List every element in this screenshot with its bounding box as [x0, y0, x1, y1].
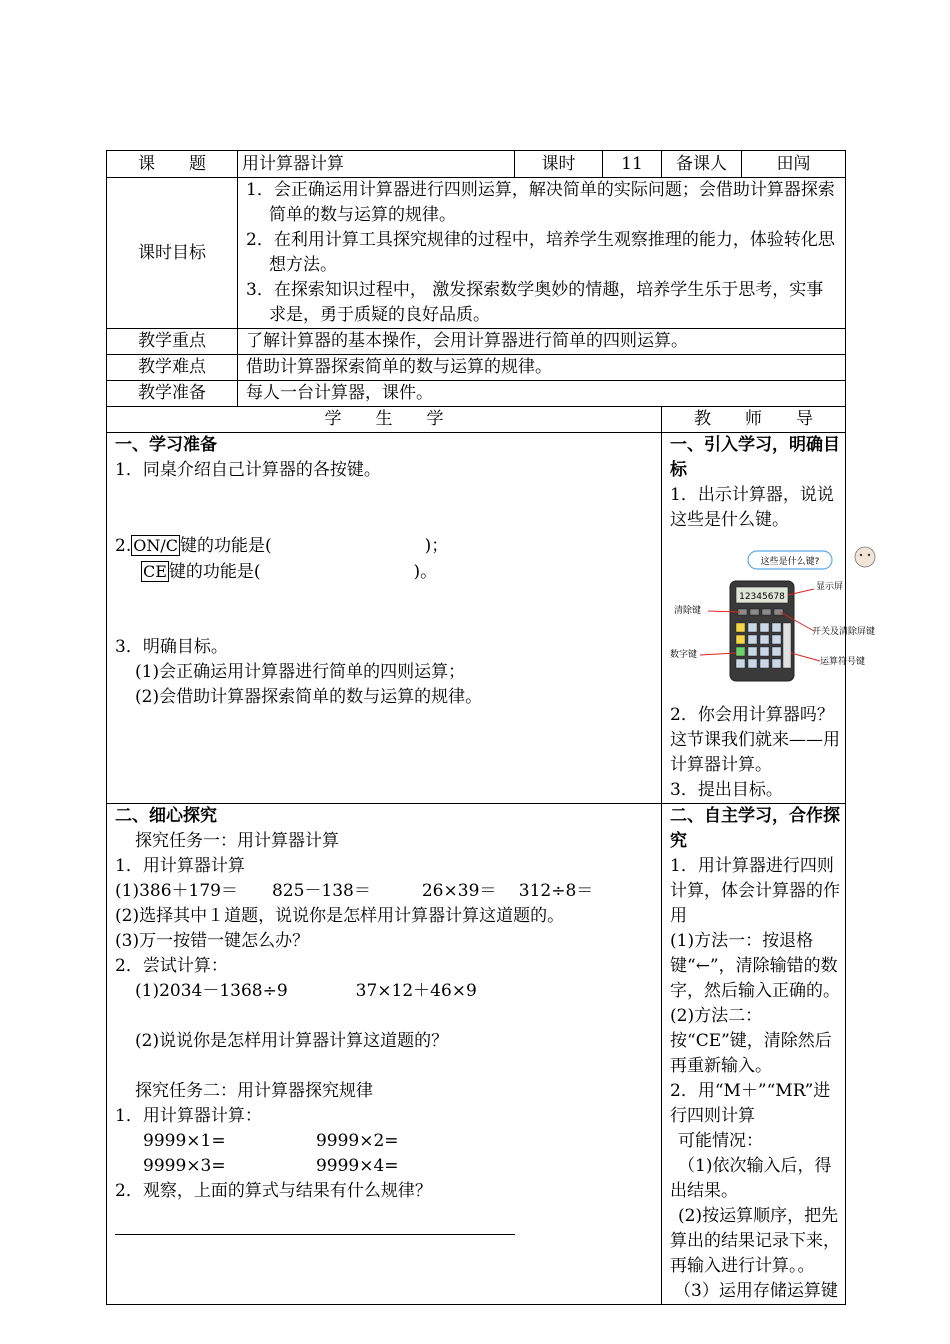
task1-title: 探究任务一：用计算器计算 [135, 831, 339, 851]
preparation-value: 每人一台计算器，课件。 [238, 381, 846, 407]
difficulty-value: 借助计算器探索简单的数与运算的规律。 [238, 355, 846, 381]
section2-student-line11: 2．观察，上面的算式与结果有什么规律？ [115, 1181, 432, 1201]
section1-student-line4: 3．明确目标。 [115, 637, 228, 657]
section1-teacher [662, 433, 876, 804]
difficulty-row [107, 355, 846, 381]
on-c-key: ON/C [133, 536, 178, 555]
task2-title: 探究任务二：用计算器探究规律 [135, 1081, 373, 1101]
label-power: 开关及清除屏键 [812, 627, 876, 637]
section1-student [107, 433, 662, 804]
section2-teacher-line5: 可能情况： [678, 1131, 763, 1151]
label-digits: 数字键 [670, 650, 698, 660]
display-text: 12345678 [739, 592, 785, 602]
section1-student-line3 [115, 559, 657, 585]
teacher-column-title: 教 师 导 [662, 407, 846, 433]
bubble-text: 这些是什么键? [760, 557, 820, 567]
preparer-value: 田闯 [742, 151, 846, 178]
section1-student-line5: (1)会正确运用计算器进行简单的四则运算； [135, 662, 466, 682]
section2-teacher-line3: (2)方法二：按“CE”键，清除然后再重新输入。 [670, 1006, 832, 1076]
section2-teacher-title: 二、自主学习，合作探究 [670, 806, 840, 851]
section2-teacher-line1: 1．用计算器进行四则计算，体会计算器的作用 [670, 856, 840, 926]
section1-teacher-line2: 2．你会用计算器吗？这节课我们就来——用计算器计算。 [670, 705, 840, 775]
section2-student-title: 二、细心探究 [115, 806, 217, 826]
section2-teacher-line2: (1)方法一：按退格键“←”，清除输错的数字，然后输入正确的。 [670, 931, 840, 1001]
section2-student-line2: (1)386＋179＝ 825－138＝ 26×39＝ 312÷8＝ [115, 881, 594, 901]
line2-prefix: 2. [115, 536, 132, 556]
section2-teacher [662, 804, 846, 1305]
section2-student-line5: 2．尝试计算： [115, 956, 228, 976]
topic-value: 用计算器计算 [238, 151, 515, 178]
answer-line [115, 1210, 515, 1235]
section2-student [107, 804, 662, 1305]
section2-teacher-line6: （1)依次输入后，得出结果。 [670, 1156, 832, 1201]
section2-student-line6: (1)2034－1368÷9 37×12＋46×9 [135, 981, 477, 1001]
ce-key: CE [143, 562, 167, 581]
section1-student-line6: (2)会借助计算器探索简单的数与运算的规律。 [135, 687, 483, 707]
section2-student-line1: 1．用计算器计算 [115, 856, 245, 876]
section2-student-line9: 9999×1= 9999×2= [143, 1131, 399, 1151]
lesson-plan [106, 150, 876, 1305]
key-point-value: 了解计算器的基本操作，会用计算器进行简单的四则运算。 [238, 329, 846, 355]
objective-3: 3．在探索知识过程中， 激发探索数学奥妙的情趣，培养学生乐于思考，实事求是，勇于质疑的良好品质。 [246, 280, 824, 325]
label-clear: 清除键 [674, 606, 702, 616]
section2-teacher-line8: （3）运用存储运算键 [674, 1281, 838, 1301]
calculator-figure [670, 543, 884, 693]
section2-student-line4: (3)万一按错一键怎么办？ [115, 931, 310, 951]
preparation-row [107, 381, 846, 407]
section1-teacher-title: 一、引入学习，明确目标 [670, 435, 840, 480]
section2-teacher-line7: (2)按运算顺序，把先算出的结果记录下来，再输入进行计算。。 [670, 1206, 840, 1276]
objectives-row [107, 178, 846, 329]
section2-teacher-line4: 2．用“M＋”“MR”进行四则计算 [670, 1081, 831, 1126]
section2-student-line10: 9999×3= 9999×4= [143, 1156, 399, 1176]
period-value: 11 [603, 151, 662, 178]
student-column-title: 学 生 学 [107, 407, 662, 433]
label-ops: 运算符号键 [820, 657, 866, 667]
section1-teacher-line1: 1．出示计算器，说说这些是什么键。 [670, 485, 834, 530]
key-point-row [107, 329, 846, 355]
header-row [107, 151, 846, 178]
section1-student-line1: 1．同桌介绍自己计算器的各按键。 [115, 460, 381, 480]
calculator-illustration [670, 543, 884, 693]
preparer-label: 备课人 [662, 151, 742, 178]
section1-teacher-line3: 3．提出目标。 [670, 780, 783, 800]
topic-label: 课 题 [107, 151, 238, 178]
section2-student-line7: (2)说说你是怎样用计算器计算这道题的？ [135, 1031, 449, 1051]
objective-1: 1．会正确运用计算器进行四则运算，解决简单的实际问题；会借助计算器探索简单的数与运算的规律。 [246, 180, 835, 225]
key-point-label: 教学重点 [107, 329, 238, 355]
section2-student-line8: 1．用计算器计算： [115, 1106, 262, 1126]
section2-student-line3: (2)选择其中１道题，说说你是怎样用计算器计算这道题的。 [115, 906, 565, 926]
period-label: 课时 [515, 151, 603, 178]
objectives-label: 课时目标 [107, 178, 238, 329]
preparation-label: 教学准备 [107, 381, 238, 407]
section1-student-line2 [115, 533, 657, 559]
section1-student-title: 一、学习准备 [115, 435, 217, 455]
lesson-plan-table [106, 150, 876, 1305]
section2-row [107, 804, 846, 1305]
label-display: 显示屏 [816, 582, 844, 592]
objective-2: 2．在利用计算工具探究规律的过程中，培养学生观察推理的能力，体验转化思想方法。 [246, 230, 835, 275]
line3-suffix: 键的功能是( )。 [168, 562, 438, 582]
columns-row [107, 407, 846, 433]
difficulty-label: 教学难点 [107, 355, 238, 381]
section1-row [107, 433, 846, 804]
line2-suffix: 键的功能是( )； [179, 536, 449, 556]
